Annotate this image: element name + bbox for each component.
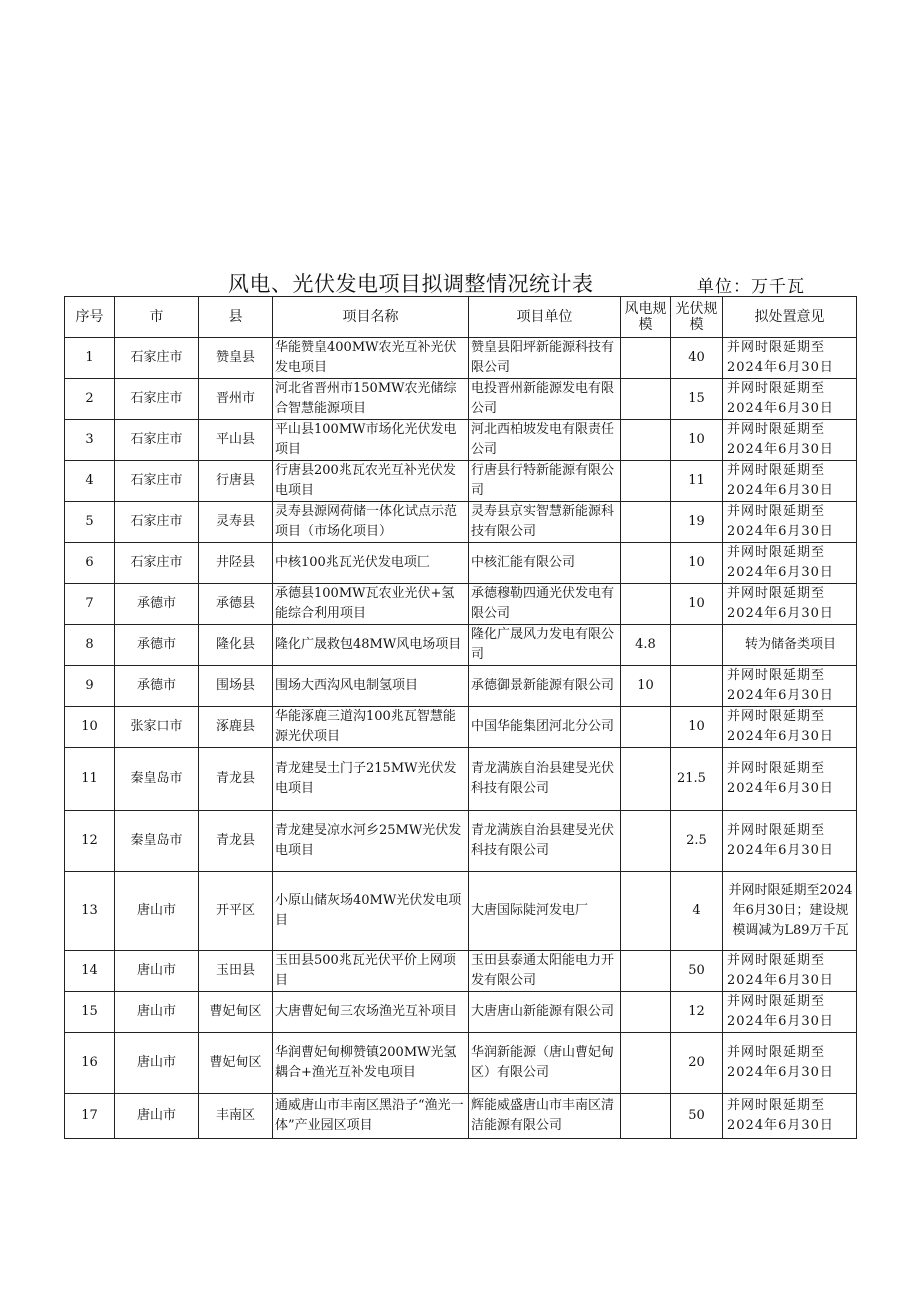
- county-cell: 涿鹿县: [199, 707, 273, 748]
- project-name-cell: 行唐县200兆瓦农光互补光伏发电项目: [273, 461, 469, 502]
- opinion-cell: 并网时限延期至2024年6月30日: [723, 584, 857, 625]
- solar-scale-cell: 19: [671, 502, 723, 543]
- header-county: 县: [199, 297, 273, 338]
- header-row: [65, 297, 857, 338]
- solar-scale-cell: 12: [671, 992, 723, 1033]
- county-cell: 曹妃甸区: [199, 1033, 273, 1094]
- project-unit-cell: 隆化广晟风力发电有限公司: [469, 625, 621, 666]
- project-name-cell: 中核100兆瓦光伏发电项匚: [273, 543, 469, 584]
- seq-cell: 5: [65, 502, 115, 543]
- county-cell: 赞皇县: [199, 338, 273, 379]
- solar-scale-cell: 11: [671, 461, 723, 502]
- wind-scale-cell: [621, 1033, 671, 1094]
- city-cell: 唐山市: [115, 872, 199, 951]
- project-name-cell: 平山县100MW市场化光伏发电项目: [273, 420, 469, 461]
- project-unit-cell: 行唐县行特新能源有限公司: [469, 461, 621, 502]
- header-opinion: 拟处置意见: [723, 297, 857, 338]
- project-unit-cell: 大唐唐山新能源有限公司: [469, 992, 621, 1033]
- table-row: [65, 1094, 857, 1139]
- project-unit-cell: 辉能威盛唐山市丰南区清洁能源有限公司: [469, 1094, 621, 1139]
- unit-label: 单位：万千瓦: [697, 277, 805, 297]
- county-cell: 青龙县: [199, 811, 273, 872]
- project-unit-cell: 赞皇县阳坪新能源科技有限公司: [469, 338, 621, 379]
- project-unit-cell: 玉田县泰通太阳能电力开发有限公司: [469, 951, 621, 992]
- county-cell: 围场县: [199, 666, 273, 707]
- opinion-cell: 并网时限延期至2024年6月30日: [723, 992, 857, 1033]
- county-cell: 平山县: [199, 420, 273, 461]
- seq-cell: 7: [65, 584, 115, 625]
- seq-cell: 9: [65, 666, 115, 707]
- project-name-cell: 华能赞皇400MW农光互补光伏发电项目: [273, 338, 469, 379]
- seq-cell: 14: [65, 951, 115, 992]
- table-row: [65, 992, 857, 1033]
- project-name-cell: 小原山储灰场40MW光伏发电项目: [273, 872, 469, 951]
- county-cell: 青龙县: [199, 748, 273, 811]
- project-unit-cell: 中国华能集团河北分公司: [469, 707, 621, 748]
- table-body: [65, 338, 857, 1139]
- city-cell: 承德市: [115, 625, 199, 666]
- opinion-cell: 并网时限延期至2024年6月30日: [723, 707, 857, 748]
- seq-cell: 17: [65, 1094, 115, 1139]
- seq-cell: 3: [65, 420, 115, 461]
- seq-cell: 15: [65, 992, 115, 1033]
- county-cell: 开平区: [199, 872, 273, 951]
- table-row: [65, 379, 857, 420]
- solar-scale-cell: 10: [671, 420, 723, 461]
- seq-cell: 4: [65, 461, 115, 502]
- opinion-cell: 转为储备类项目: [723, 625, 857, 666]
- wind-scale-cell: 4.8: [621, 625, 671, 666]
- city-cell: 石家庄市: [115, 543, 199, 584]
- solar-scale-cell: 15: [671, 379, 723, 420]
- project-unit-cell: 大唐国际陡河发电厂: [469, 872, 621, 951]
- county-cell: 玉田县: [199, 951, 273, 992]
- table-row: [65, 461, 857, 502]
- project-unit-cell: 承德御景新能源有限公司: [469, 666, 621, 707]
- solar-scale-cell: 10: [671, 584, 723, 625]
- wind-scale-cell: [621, 748, 671, 811]
- city-cell: 唐山市: [115, 951, 199, 992]
- seq-cell: 2: [65, 379, 115, 420]
- project-unit-cell: 承德穆勒四通光伏发电有限公司: [469, 584, 621, 625]
- wind-scale-cell: [621, 502, 671, 543]
- city-cell: 石家庄市: [115, 379, 199, 420]
- city-cell: 秦皇岛市: [115, 811, 199, 872]
- wind-scale-cell: [621, 461, 671, 502]
- wind-scale-cell: [621, 584, 671, 625]
- seq-cell: 6: [65, 543, 115, 584]
- opinion-cell: 并网时限延期至2024年6月30日；建设规模调减为L89万千瓦: [723, 872, 857, 951]
- solar-scale-cell: 20: [671, 1033, 723, 1094]
- wind-scale-cell: [621, 543, 671, 584]
- solar-scale-cell: 40: [671, 338, 723, 379]
- header-unit: 项目单位: [469, 297, 621, 338]
- project-name-cell: 通威唐山市丰南区黑沿子“渔光一体”产业园区项目: [273, 1094, 469, 1139]
- table-row: [65, 338, 857, 379]
- project-name-cell: 青龙建旻凉水河乡25MW光伏发电项目: [273, 811, 469, 872]
- solar-scale-cell: [671, 625, 723, 666]
- wind-scale-cell: [621, 951, 671, 992]
- county-cell: 隆化县: [199, 625, 273, 666]
- county-cell: 曹妃甸区: [199, 992, 273, 1033]
- page-title: 风电、光伏发电项目拟调整情况统计表: [228, 272, 594, 296]
- project-name-cell: 大唐曹妃甸三农场渔光互补项目: [273, 992, 469, 1033]
- city-cell: 唐山市: [115, 992, 199, 1033]
- city-cell: 张家口市: [115, 707, 199, 748]
- opinion-cell: 并网时限延期至2024年6月30日: [723, 951, 857, 992]
- city-cell: 石家庄市: [115, 502, 199, 543]
- solar-scale-cell: 10: [671, 707, 723, 748]
- county-cell: 灵寿县: [199, 502, 273, 543]
- solar-scale-cell: 50: [671, 1094, 723, 1139]
- project-unit-cell: 电投晋州新能源发电有限公司: [469, 379, 621, 420]
- project-unit-cell: 青龙满族自治县建旻光伏科技有限公司: [469, 748, 621, 811]
- solar-scale-cell: [671, 666, 723, 707]
- city-cell: 石家庄市: [115, 338, 199, 379]
- project-unit-cell: 青龙满族自治县建旻光伏科技有限公司: [469, 811, 621, 872]
- opinion-cell: 并网时限延期至2024年6月30日: [723, 543, 857, 584]
- header-solar: 光伏规模: [671, 297, 723, 338]
- project-unit-cell: 华润新能源（唐山曹妃甸区）有限公司: [469, 1033, 621, 1094]
- table-row: [65, 502, 857, 543]
- header-city: 市: [115, 297, 199, 338]
- solar-scale-cell: 4: [671, 872, 723, 951]
- seq-cell: 13: [65, 872, 115, 951]
- wind-scale-cell: [621, 1094, 671, 1139]
- project-name-cell: 河北省晋州市150MW农光储综合智慧能源项目: [273, 379, 469, 420]
- table-row: [65, 811, 857, 872]
- wind-scale-cell: [621, 707, 671, 748]
- solar-scale-cell: 21.5: [671, 748, 723, 811]
- wind-scale-cell: [621, 872, 671, 951]
- project-unit-cell: 中核汇能有限公司: [469, 543, 621, 584]
- opinion-cell: 并网时限延期至2024年6月30日: [723, 338, 857, 379]
- solar-scale-cell: 10: [671, 543, 723, 584]
- table-row: [65, 872, 857, 951]
- county-cell: 丰南区: [199, 1094, 273, 1139]
- project-name-cell: 华能涿鹿三道沟100兆瓦智慧能源光伏项目: [273, 707, 469, 748]
- opinion-cell: 并网时限延期至2024年6月30日: [723, 666, 857, 707]
- project-name-cell: 灵寿县源网荷储一体化试点示范项目（市场化项目）: [273, 502, 469, 543]
- table-row: [65, 420, 857, 461]
- header-wind: 风电规模: [621, 297, 671, 338]
- wind-scale-cell: [621, 420, 671, 461]
- table-row: [65, 707, 857, 748]
- solar-scale-cell: 2.5: [671, 811, 723, 872]
- city-cell: 秦皇岛市: [115, 748, 199, 811]
- seq-cell: 16: [65, 1033, 115, 1094]
- table-row: [65, 748, 857, 811]
- header-project: 项目名称: [273, 297, 469, 338]
- opinion-cell: 并网时限延期至2024年6月30日: [723, 502, 857, 543]
- opinion-cell: 并网时限延期至2024年6月30日: [723, 379, 857, 420]
- opinion-cell: 并网时限延期至2024年6月30日: [723, 748, 857, 811]
- table-row: [65, 951, 857, 992]
- seq-cell: 12: [65, 811, 115, 872]
- city-cell: 承德市: [115, 584, 199, 625]
- table-row: [65, 1033, 857, 1094]
- wind-scale-cell: 10: [621, 666, 671, 707]
- project-name-cell: 隆化广晟救包48MW风电场项目: [273, 625, 469, 666]
- solar-scale-cell: 50: [671, 951, 723, 992]
- project-name-cell: 围场大西沟风电制氢项目: [273, 666, 469, 707]
- header-seq: 序号: [65, 297, 115, 338]
- opinion-cell: 并网时限延期至2024年6月30日: [723, 811, 857, 872]
- opinion-cell: 并网时限延期至2024年6月30日: [723, 420, 857, 461]
- county-cell: 行唐县: [199, 461, 273, 502]
- table-row: [65, 625, 857, 666]
- table-row: [65, 666, 857, 707]
- seq-cell: 10: [65, 707, 115, 748]
- county-cell: 井陉县: [199, 543, 273, 584]
- project-name-cell: 玉田县500兆瓦光伏平价上网项目: [273, 951, 469, 992]
- seq-cell: 11: [65, 748, 115, 811]
- wind-scale-cell: [621, 992, 671, 1033]
- seq-cell: 1: [65, 338, 115, 379]
- opinion-cell: 并网时限延期至2024年6月30日: [723, 1094, 857, 1139]
- city-cell: 石家庄市: [115, 420, 199, 461]
- project-name-cell: 青龙建旻土门子215MW光伏发电项目: [273, 748, 469, 811]
- project-name-cell: 承德县100MW瓦农业光伏+氢能综合利用项目: [273, 584, 469, 625]
- project-unit-cell: 灵寿县京实智慧新能源科技有限公司: [469, 502, 621, 543]
- wind-scale-cell: [621, 379, 671, 420]
- city-cell: 唐山市: [115, 1033, 199, 1094]
- seq-cell: 8: [65, 625, 115, 666]
- table-row: [65, 584, 857, 625]
- county-cell: 晋州市: [199, 379, 273, 420]
- county-cell: 承德县: [199, 584, 273, 625]
- table-row: [65, 543, 857, 584]
- statistics-table: [64, 296, 857, 1139]
- project-unit-cell: 河北西柏坡发电有限责任公司: [469, 420, 621, 461]
- project-name-cell: 华润曹妃甸柳赞镇200MW光氢耦合+渔光互补发电项目: [273, 1033, 469, 1094]
- opinion-cell: 并网时限延期至2024年6月30日: [723, 1033, 857, 1094]
- wind-scale-cell: [621, 338, 671, 379]
- city-cell: 石家庄市: [115, 461, 199, 502]
- city-cell: 承德市: [115, 666, 199, 707]
- opinion-cell: 并网时限延期至2024年6月30日: [723, 461, 857, 502]
- wind-scale-cell: [621, 811, 671, 872]
- city-cell: 唐山市: [115, 1094, 199, 1139]
